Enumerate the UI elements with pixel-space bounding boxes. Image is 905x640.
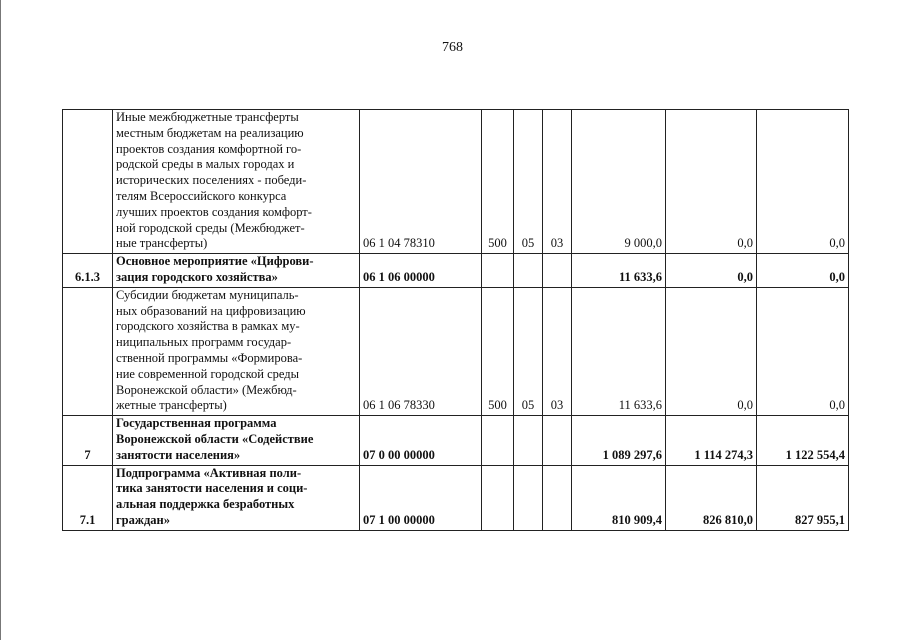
item-name-line: зация городского хозяйства» xyxy=(116,269,278,284)
amount-year1-cell: 9 000,0 xyxy=(572,110,666,254)
table-row xyxy=(63,254,849,288)
item-name-line: родской среды в малых городах и xyxy=(116,157,295,172)
subsection-cell xyxy=(543,254,572,288)
section-cell xyxy=(514,465,543,530)
item-name-line: местным бюджетам на реализацию xyxy=(116,125,304,140)
amount-year3-cell: 0,0 xyxy=(757,287,849,415)
item-name-line: граждан» xyxy=(116,512,170,527)
subsection-cell: 03 xyxy=(543,110,572,254)
subsection-cell: 03 xyxy=(543,287,572,415)
table-row xyxy=(63,287,849,415)
table-row xyxy=(63,110,849,254)
item-name-cell xyxy=(113,416,360,465)
item-name-line: телям Всероссийского конкурса xyxy=(116,188,287,203)
amount-year2-cell: 826 810,0 xyxy=(666,465,757,530)
item-name-line: Государственная программа xyxy=(116,416,277,431)
table-row xyxy=(63,416,849,465)
expense-type-cell xyxy=(482,254,514,288)
section-cell xyxy=(514,416,543,465)
item-name-line: ственной программы «Формирова- xyxy=(116,350,303,365)
page-number: 768 xyxy=(442,40,463,55)
item-name-line: ные трансферты) xyxy=(116,236,208,251)
target-code-cell: 06 1 06 00000 xyxy=(360,254,482,288)
target-code-cell: 07 1 00 00000 xyxy=(360,465,482,530)
amount-year3-cell: 0,0 xyxy=(757,110,849,254)
item-name-cell xyxy=(113,254,360,288)
amount-year1-cell: 810 909,4 xyxy=(572,465,666,530)
section-cell: 05 xyxy=(514,110,543,254)
item-name-line: ной городской среды (Межбюджет- xyxy=(116,220,305,235)
item-name-line: лучших проектов создания комфорт- xyxy=(116,204,312,219)
expense-type-cell xyxy=(482,416,514,465)
item-name-line: ных образований на цифровизацию xyxy=(116,303,306,318)
amount-year3-cell: 0,0 xyxy=(757,254,849,288)
row-number-cell xyxy=(63,287,113,415)
item-name-line: Воронежской области» (Межбюд- xyxy=(116,382,297,397)
item-name-line: Иные межбюджетные трансферты xyxy=(116,110,299,124)
amount-year1-cell: 11 633,6 xyxy=(572,254,666,288)
item-name-cell xyxy=(113,465,360,530)
table-row xyxy=(63,465,849,530)
target-code-cell: 06 1 06 78330 xyxy=(360,287,482,415)
target-code-cell: 06 1 04 78310 xyxy=(360,110,482,254)
amount-year1-cell: 11 633,6 xyxy=(572,287,666,415)
item-name-line: Подпрограмма «Активная поли- xyxy=(116,465,302,480)
item-name-line: исторических поселениях - победи- xyxy=(116,173,307,188)
item-name-line: ние современной городской среды xyxy=(116,366,300,381)
table-body xyxy=(63,110,849,531)
item-name-line: Воронежской области «Содействие xyxy=(116,431,314,446)
row-number-cell xyxy=(63,110,113,254)
item-name-line: занятости населения» xyxy=(116,447,241,462)
item-name-line: Субсидии бюджетам муниципаль- xyxy=(116,287,299,302)
budget-table xyxy=(62,109,849,531)
expense-type-cell: 500 xyxy=(482,110,514,254)
expense-type-cell xyxy=(482,465,514,530)
amount-year2-cell: 0,0 xyxy=(666,254,757,288)
row-number-cell: 6.1.3 xyxy=(63,254,113,288)
expense-type-cell: 500 xyxy=(482,287,514,415)
item-name-cell xyxy=(113,287,360,415)
amount-year3-cell: 1 122 554,4 xyxy=(757,416,849,465)
amount-year2-cell: 1 114 274,3 xyxy=(666,416,757,465)
row-number-cell: 7.1 xyxy=(63,465,113,530)
item-name-line: тика занятости населения и соци- xyxy=(116,481,308,496)
item-name-line: ниципальных программ государ- xyxy=(116,335,292,350)
item-name-line: городского хозяйства в рамках му- xyxy=(116,319,300,334)
subsection-cell xyxy=(543,416,572,465)
row-number-cell: 7 xyxy=(63,416,113,465)
item-name-line: альная поддержка безработных xyxy=(116,497,295,512)
amount-year1-cell: 1 089 297,6 xyxy=(572,416,666,465)
item-name-line: жетные трансферты) xyxy=(116,398,227,413)
amount-year2-cell: 0,0 xyxy=(666,110,757,254)
amount-year3-cell: 827 955,1 xyxy=(757,465,849,530)
section-cell xyxy=(514,254,543,288)
page-edge-line xyxy=(0,0,1,640)
target-code-cell: 07 0 00 00000 xyxy=(360,416,482,465)
item-name-cell xyxy=(113,110,360,254)
amount-year2-cell: 0,0 xyxy=(666,287,757,415)
item-name-line: проектов создания комфортной го- xyxy=(116,141,302,156)
subsection-cell xyxy=(543,465,572,530)
section-cell: 05 xyxy=(514,287,543,415)
item-name-line: Основное мероприятие «Цифрови- xyxy=(116,254,314,269)
